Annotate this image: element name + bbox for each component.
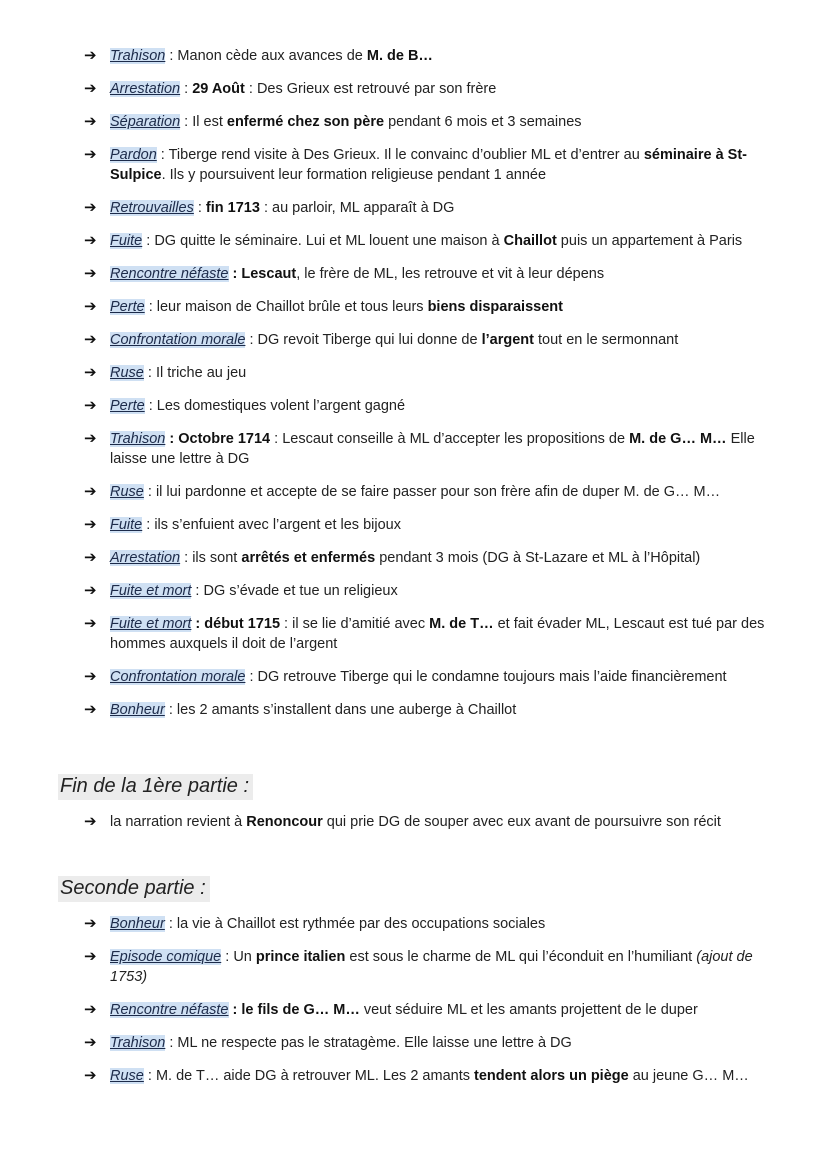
list-item	[0, 1066, 828, 1086]
item-text: qui prie DG de souper avec eux avant de poursuivre son récit	[322, 814, 721, 830]
list-item	[0, 264, 828, 284]
list-item	[0, 396, 828, 416]
event-tag: Arrestation	[110, 81, 181, 97]
arrow-icon: ➔	[84, 199, 97, 216]
list-item	[0, 515, 828, 535]
event-tag: Rencontre néfaste	[110, 266, 229, 282]
list-item	[0, 914, 828, 934]
arrow-icon: ➔	[84, 549, 97, 566]
list-item	[0, 581, 828, 601]
part1-list	[0, 46, 828, 733]
bold-text: Octobre 1714	[178, 431, 271, 447]
bold-text: l’argent	[481, 332, 534, 348]
event-tag: Perte	[110, 299, 145, 315]
list-item	[0, 482, 828, 502]
bold-text: biens disparaissent	[427, 299, 563, 315]
event-tag: Trahison	[110, 48, 166, 64]
bold-text: Renoncour	[246, 814, 323, 830]
arrow-icon: ➔	[84, 483, 97, 500]
item-text: : ils sont	[180, 550, 242, 566]
item-text: :	[193, 200, 206, 216]
arrow-icon: ➔	[84, 146, 97, 163]
item-text: est sous le charme de ML qui l’éconduit en l’humiliant	[345, 949, 697, 965]
event-tag: Confrontation morale	[110, 332, 246, 348]
arrow-icon: ➔	[84, 364, 97, 381]
item-text: pendant 6 mois et 3 semaines	[384, 114, 582, 130]
bold-text: arrêtés et enfermés	[241, 550, 376, 566]
list-item	[0, 614, 828, 654]
bold-text: prince italien	[255, 949, 346, 965]
item-text: : au parloir, ML apparaît à DG	[259, 200, 455, 216]
bold-text: fin 1713	[205, 200, 260, 216]
event-tag: Pardon	[110, 147, 157, 163]
item-text: : Les domestiques volent l’argent gagné	[144, 398, 406, 414]
event-tag: Rencontre néfaste	[110, 1002, 229, 1018]
list-item	[0, 812, 828, 832]
section1-list	[0, 812, 828, 845]
event-tag: Séparation	[110, 114, 181, 130]
list-item	[0, 297, 828, 317]
arrow-icon: ➔	[84, 430, 97, 447]
list-item	[0, 145, 828, 185]
arrow-icon: ➔	[84, 397, 97, 414]
bold-text: Chaillot	[503, 233, 557, 249]
item-text: et fait évader ML, Lescaut est tué par des hommes auxquels il doit de l’argent	[110, 616, 765, 652]
list-item	[0, 700, 828, 720]
section-1-title-wrap	[0, 774, 253, 800]
arrow-icon: ➔	[84, 265, 97, 282]
arrow-icon: ➔	[84, 331, 97, 348]
arrow-icon: ➔	[84, 232, 97, 249]
list-item	[0, 363, 828, 383]
arrow-icon: ➔	[84, 80, 97, 97]
arrow-icon: ➔	[84, 1034, 97, 1051]
bold-text: :	[191, 616, 205, 632]
section-title-seconde-partie: Seconde partie :	[58, 876, 210, 902]
event-tag: Perte	[110, 398, 145, 414]
bold-text: :	[228, 1002, 242, 1018]
bold-text: début 1715	[204, 616, 281, 632]
item-text: : il lui pardonne et accepte de se faire passer pour son frère afin de duper M. de G… M…	[143, 484, 721, 500]
arrow-icon: ➔	[84, 1001, 97, 1018]
list-item	[0, 1033, 828, 1053]
italic-note: (ajout de 1753)	[110, 949, 753, 985]
item-text: : M. de T… aide DG à retrouver ML. Les 2 amants	[143, 1068, 475, 1084]
bold-text: M. de G… M…	[629, 431, 727, 447]
bold-text: le fils de G… M…	[241, 1002, 360, 1018]
list-item	[0, 79, 828, 99]
bold-text: enfermé chez son père	[226, 114, 385, 130]
list-item	[0, 112, 828, 132]
item-text: : DG retrouve Tiberge qui le condamne toujours mais l’aide financièrement	[245, 669, 727, 685]
arrow-icon: ➔	[84, 113, 97, 130]
arrow-icon: ➔	[84, 1067, 97, 1084]
event-tag: Episode comique	[110, 949, 222, 965]
arrow-icon: ➔	[84, 516, 97, 533]
event-tag: Trahison	[110, 431, 166, 447]
arrow-icon: ➔	[84, 582, 97, 599]
event-tag: Ruse	[110, 484, 144, 500]
list-item	[0, 1000, 828, 1020]
bold-text: 29 Août	[192, 81, 245, 97]
item-text: : la vie à Chaillot est rythmée par des occupations sociales	[164, 916, 546, 932]
bold-text: tendent alors un piège	[474, 1068, 629, 1084]
event-tag: Fuite	[110, 517, 143, 533]
section2-list	[0, 914, 828, 1099]
arrow-icon: ➔	[84, 47, 97, 64]
item-text: tout en le sermonnant	[533, 332, 679, 348]
item-text: . Ils y poursuivent leur formation religieuse pendant 1 année	[161, 167, 547, 183]
item-text: pendant 3 mois (DG à St-Lazare et ML à l’Hôpital)	[375, 550, 701, 566]
item-text: : Tiberge rend visite à Des Grieux. Il le convainc d’oublier ML et d’entrer au	[156, 147, 644, 163]
item-text: au jeune G… M…	[628, 1068, 749, 1084]
bold-text: Lescaut	[241, 266, 297, 282]
item-text: : Des Grieux est retrouvé par son frère	[244, 81, 497, 97]
item-text: : leur maison de Chaillot brûle et tous leurs	[144, 299, 428, 315]
item-text: : il se lie d’amitié avec	[280, 616, 430, 632]
item-text: : DG s’évade et tue un religieux	[191, 583, 398, 599]
list-item	[0, 947, 828, 987]
item-text: : DG revoit Tiberge qui lui donne de	[245, 332, 482, 348]
event-tag: Trahison	[110, 1035, 166, 1051]
list-item	[0, 231, 828, 251]
arrow-icon: ➔	[84, 615, 97, 632]
arrow-icon: ➔	[84, 813, 97, 830]
item-text: : Lescaut conseille à ML d’accepter les propositions de	[270, 431, 630, 447]
event-tag: Ruse	[110, 365, 144, 381]
section-title-fin-1ere-partie: Fin de la 1ère partie :	[58, 774, 253, 800]
item-text: : Il triche au jeu	[143, 365, 247, 381]
section-2-title-wrap	[0, 876, 210, 902]
item-text: :	[180, 81, 193, 97]
event-tag: Confrontation morale	[110, 669, 246, 685]
list-item	[0, 46, 828, 66]
item-text: : les 2 amants s’installent dans une auberge à Chaillot	[164, 702, 517, 718]
bold-text: M. de B…	[366, 48, 433, 64]
item-text: : ils s’enfuient avec l’argent et les bijoux	[142, 517, 401, 533]
event-tag: Bonheur	[110, 702, 165, 718]
event-tag: Fuite	[110, 233, 143, 249]
item-text: , le frère de ML, les retrouve et vit à leur dépens	[296, 266, 605, 282]
event-tag: Fuite et mort	[110, 583, 192, 599]
event-tag: Ruse	[110, 1068, 144, 1084]
list-item	[0, 548, 828, 568]
event-tag: Arrestation	[110, 550, 181, 566]
bold-text: séminaire à St-Sulpice	[110, 147, 747, 183]
item-text: : DG quitte le séminaire. Lui et ML louent une maison à	[142, 233, 504, 249]
event-tag: Retrouvailles	[110, 200, 194, 216]
arrow-icon: ➔	[84, 915, 97, 932]
item-text: la narration revient à	[110, 814, 247, 830]
item-text: puis un appartement à Paris	[556, 233, 743, 249]
arrow-icon: ➔	[84, 701, 97, 718]
arrow-icon: ➔	[84, 668, 97, 685]
arrow-icon: ➔	[84, 298, 97, 315]
item-text: : Un	[221, 949, 256, 965]
item-text: : ML ne respecte pas le stratagème. Elle laisse une lettre à DG	[165, 1035, 572, 1051]
item-text: : Manon cède aux avances de	[165, 48, 367, 64]
arrow-icon: ➔	[84, 948, 97, 965]
bold-text: :	[165, 431, 179, 447]
list-item	[0, 667, 828, 687]
event-tag: Fuite et mort	[110, 616, 192, 632]
list-item	[0, 330, 828, 350]
item-text: veut séduire ML et les amants projettent de le duper	[359, 1002, 698, 1018]
bold-text: :	[228, 266, 242, 282]
list-item	[0, 429, 828, 469]
item-text: : Il est	[180, 114, 227, 130]
bold-text: M. de T…	[429, 616, 494, 632]
event-tag: Bonheur	[110, 916, 165, 932]
item-text: Elle laisse une lettre à DG	[110, 431, 755, 467]
list-item	[0, 198, 828, 218]
